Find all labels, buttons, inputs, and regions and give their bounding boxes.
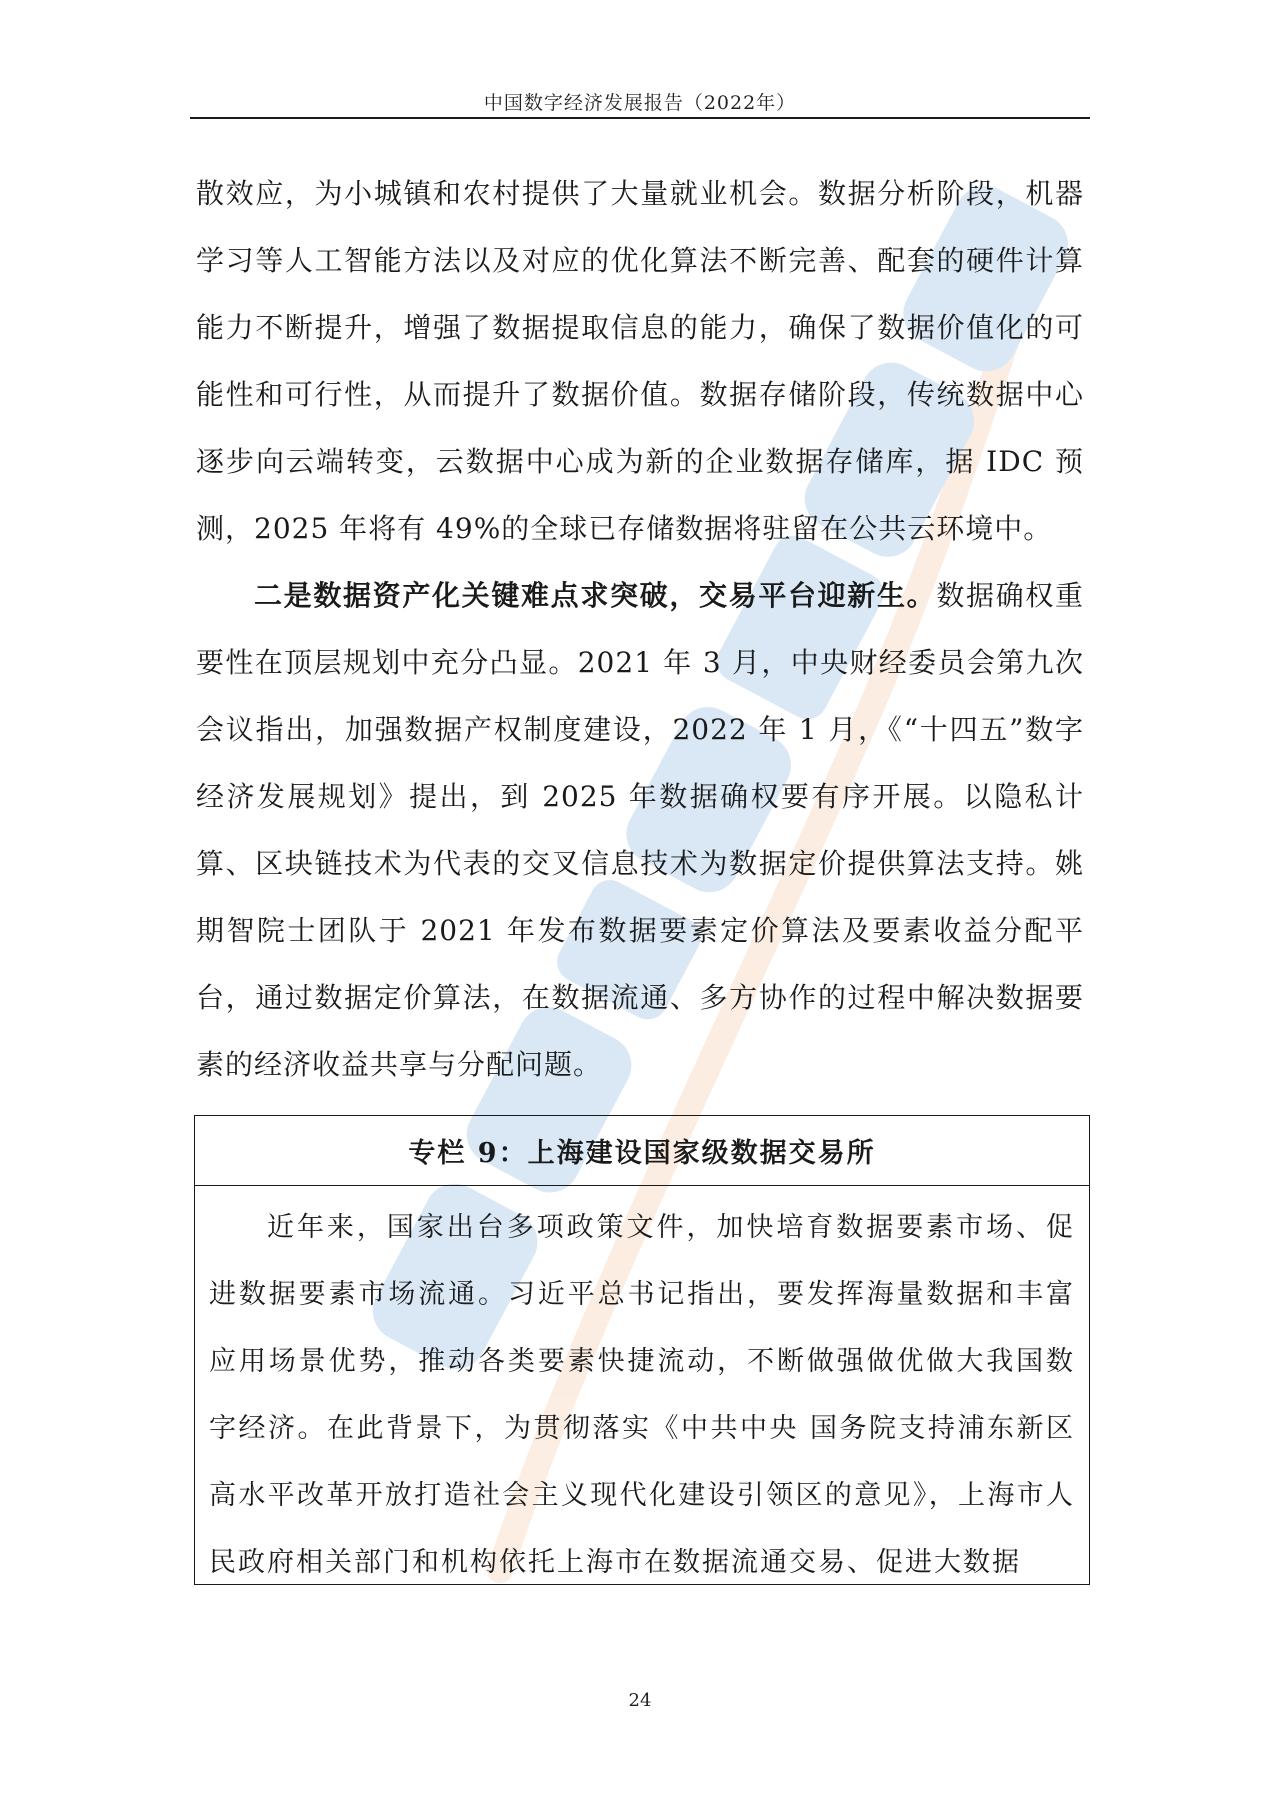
header-rule xyxy=(190,117,1090,119)
sidebar-box-text: 近年来，国家出台多项政策文件，加快培育数据要素市场、促进数据要素市场流通。习近平总书记指出，要发挥海量数据和丰富应用场景优势，推动各类要素快捷流动，不断做强做优做大我国数字经济。在此背景下，为贯彻落实《中共中央 国务院支持浦东新区高水平改革开放打造社会主义现代化建设引领区的意见》，上海市人民政府相关部门和机构依托上海市在数据流通交易、促进大数据 xyxy=(209,1212,1075,1578)
paragraph-2 xyxy=(196,562,1084,1098)
paragraph-2-lead: 二是数据资产化关键难点求突破，交易平台迎新生。 xyxy=(254,579,937,612)
page-number: 24 xyxy=(628,1690,652,1711)
body-text xyxy=(196,160,1084,1098)
sidebar-box xyxy=(194,1115,1090,1585)
running-header: 中国数字经济发展报告（2022年） xyxy=(483,92,797,114)
paragraph-1: 散效应，为小城镇和农村提供了大量就业机会。数据分析阶段，机器学习等人工智能方法以及对应的优化算法不断完善、配套的硬件计算能力不断提升，增强了数据提取信息的能力，确保了数据价值化的可能性和可行性，从而提升了数据价值。数据存储阶段，传统数据中心逐步向云端转变，云数据中心成为新的企业数据存储库，据 IDC 预测，2025 年将有 49%的全球已存储数据将驻留在公共云环境中。 xyxy=(196,177,1084,545)
sidebar-box-title: 专栏 9：上海建设国家级数据交易所 xyxy=(195,1116,1089,1186)
sidebar-box-body xyxy=(195,1186,1089,1596)
paragraph-2-text: 数据确权重要性在顶层规划中充分凸显。2021 年 3 月，中央财经委员会第九次会议指出，加强数据产权制度建设，2022 年 1 月，《“十四五”数字经济发展规划》提出，到 2025 年数据确权要有序开展。以隐私计算、区块链技术为代表的交叉信息技术为数据定价提供算法支持。姚期智院士团队于 2021 年发布数据要素定价算法及要素收益分配平台，通过数据定价算法，在数据流通、多方协作的过程中解决数据要素的经济收益共享与分配问题。 xyxy=(196,579,1084,1081)
